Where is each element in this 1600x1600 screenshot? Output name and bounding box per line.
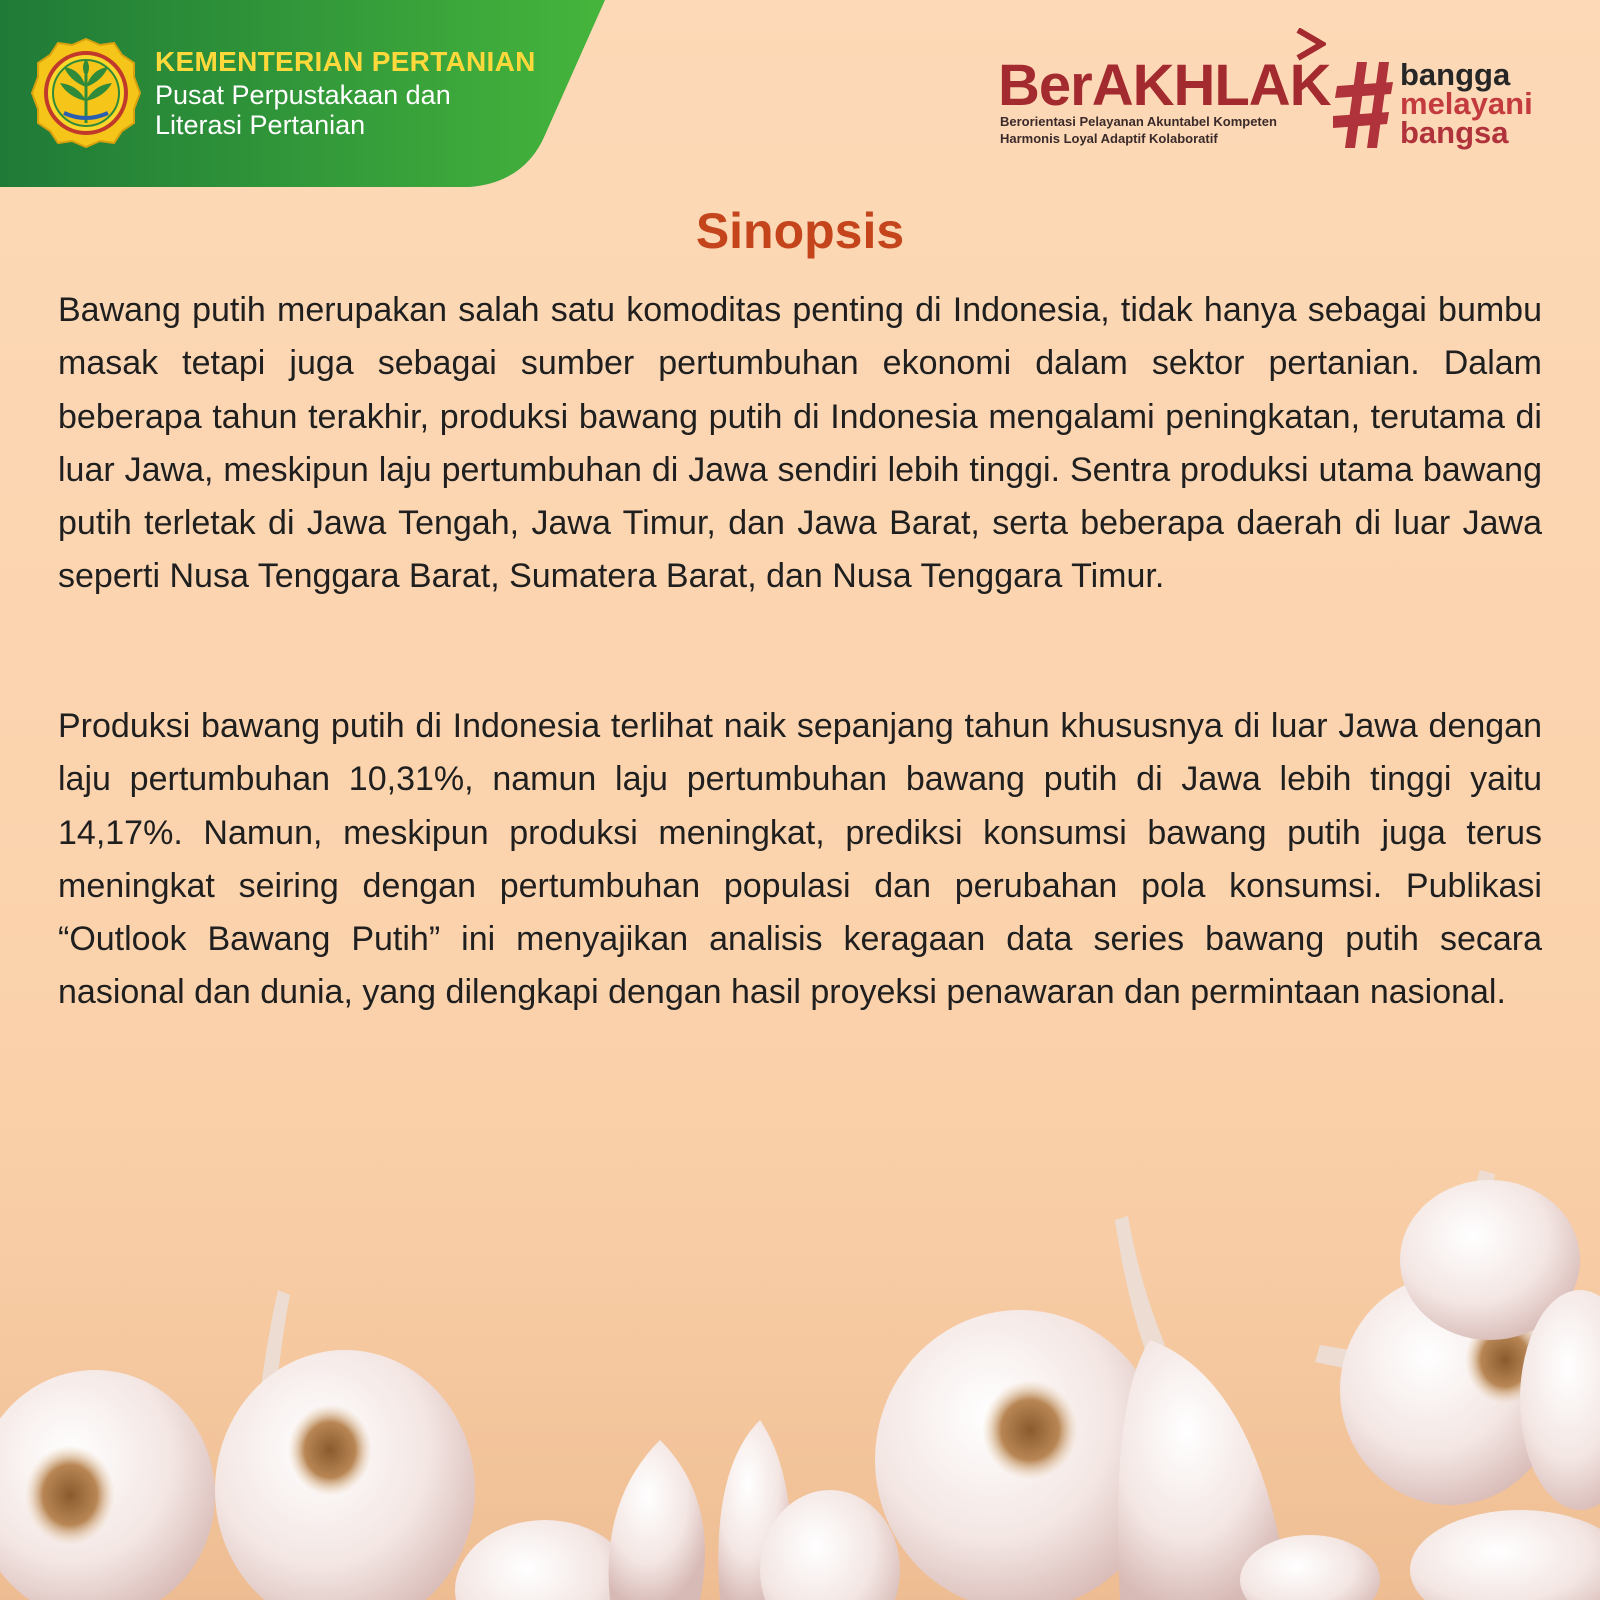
chevron-right-icon [1294,28,1326,78]
hashtag-word-melayani: melayani [1400,86,1533,121]
hashtag-icon [1333,60,1395,150]
ministry-name: KEMENTERIAN PERTANIAN [155,46,536,77]
ministry-unit-line-1: Pusat Perpustakaan dan [155,80,451,110]
ministry-unit-line-2: Literasi Pertanian [155,110,366,140]
berakhlak-tagline-line-1: Berorientasi Pelayanan Akuntabel Kompeten [1000,114,1277,129]
synopsis-paragraph-1: Bawang putih merupakan salah satu komoditas penting di Indonesia, tidak hanya sebagai bumbu masak tetapi juga sebagai sumber pertumbuhan ekonomi dalam sektor pertanian. Dalam beberapa tahun terakhir, produksi bawang putih di Indonesia mengalami peningkatan, terutama di luar Jawa, meskipun laju pertumbuhan di Jawa sendiri lebih tinggi. Sentra produksi utama bawang putih terletak di Jawa Tengah, Jawa Timur, dan Jawa Barat, serta beberapa daerah di luar Jawa seperti Nusa Tenggara Barat, Sumatera Barat, dan Nusa Tenggara Timur. [58,291,1542,596]
berakhlak-logo [998,28,1331,148]
hashtag-word-bangsa: bangsa [1400,115,1509,150]
garlic-bulbs-image [0,1100,1600,1600]
ministry-emblem-icon [30,37,142,149]
berakhlak-tagline-line-2: Harmonis Loyal Adaptif Kolaboratif [1000,131,1218,146]
hashtag-word-bangga: bangga [1400,57,1511,92]
berakhlak-wordmark: BerAKHLAK [998,53,1331,118]
synopsis-paragraph-2: Produksi bawang putih di Indonesia terlihat naik sepanjang tahun khususnya di luar Jawa dengan laju pertumbuhan 10,31%, namun laju pertumbuhan bawang putih di Jawa lebih tinggi yaitu 14,17%. Namun, meskipun produksi meningkat, prediksi konsumsi bawang putih juga terus meningkat seiring dengan pertumbuhan populasi dan perubahan pola konsumsi. Publikasi “Outlook Bawang Putih” ini menyajikan analisis keragaan data series bawang putih secara nasional dan dunia, yang dilengkapi dengan hasil proyeksi penawaran dan permintaan nasional. [58,707,1542,1012]
page-title: Sinopsis [695,203,905,259]
